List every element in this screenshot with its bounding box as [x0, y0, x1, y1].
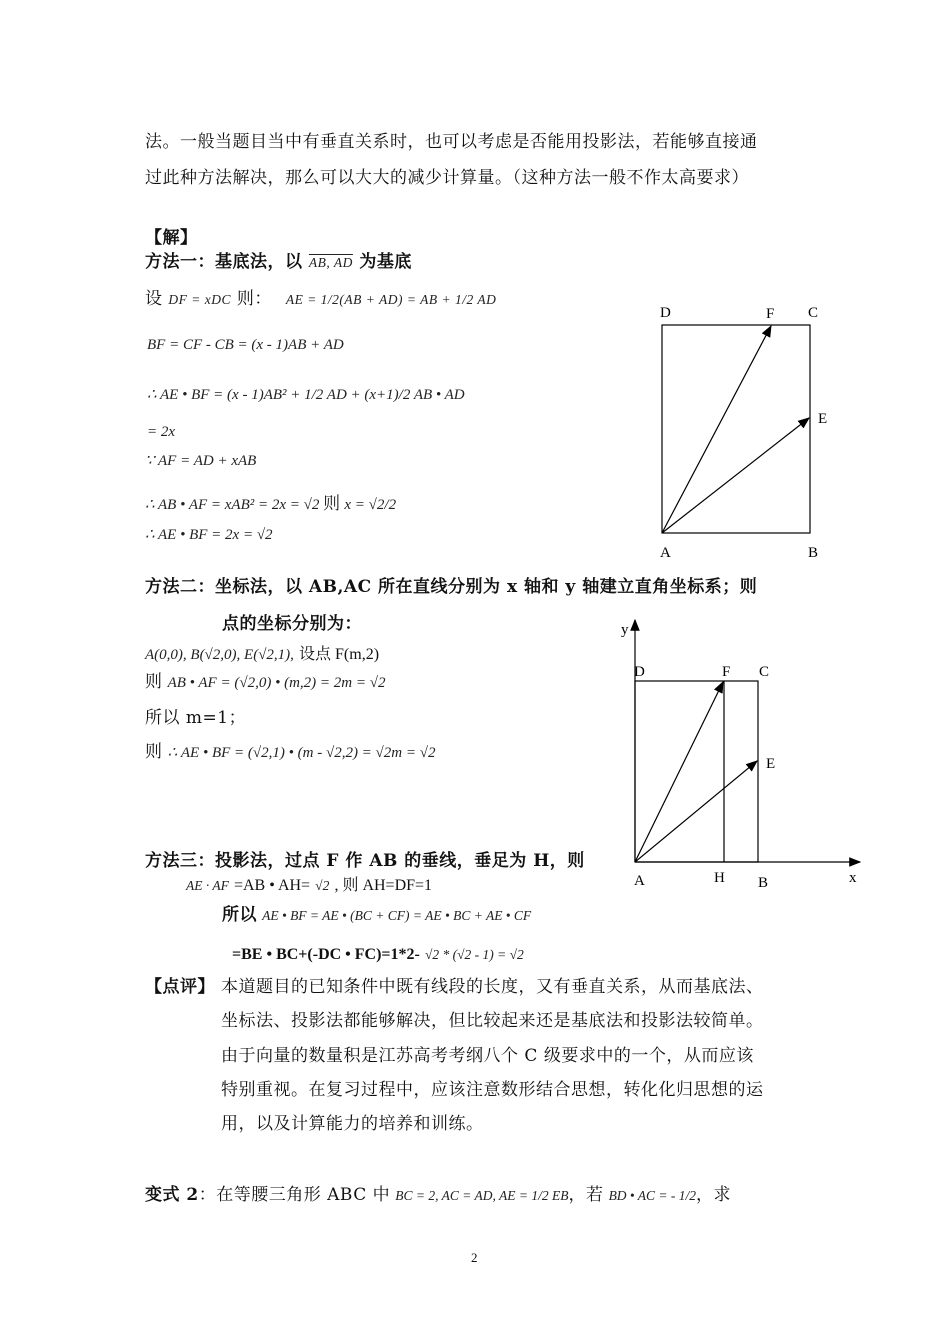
- fig2-label-h: H: [714, 870, 725, 886]
- method3-eq1-text: =AB • AH=: [233, 877, 311, 894]
- method2-so: 所以 m=1；: [145, 708, 247, 728]
- method3-so: 所以: [222, 905, 257, 925]
- method1-set-expr: DF = xDC: [168, 292, 232, 307]
- fig2-arrow-ae: [635, 761, 757, 862]
- method1-eq4: = 2x: [147, 424, 176, 440]
- fig2-label-e: E: [766, 756, 776, 772]
- method1-eq3: ∴ AE • BF = (x - 1)AB² + 1/2 AD + (x+1)/2 AB • AD: [147, 387, 465, 403]
- fig2-label-a: A: [634, 873, 645, 889]
- method3-eq2: AE • BF = AE • (BC + CF) = AE • BC + AE • CF: [262, 908, 532, 923]
- comment-line-4: 特别重视。在复习过程中，应该注意数形结合思想，转化化归思想的运: [221, 1080, 764, 1100]
- figure-coordinate-system: [610, 614, 875, 894]
- page-number: 2: [471, 1250, 478, 1265]
- method1-title-suffix: 为基底: [359, 252, 412, 272]
- method1-eq6: ∴ AB • AF = xAB² = 2x = √2: [145, 497, 320, 513]
- method3-eq2-line: [222, 900, 531, 925]
- fig1-label-c: C: [808, 305, 819, 321]
- fig2-label-y: y: [621, 622, 629, 638]
- method1-set-line: [145, 284, 496, 309]
- method2-eq2: ∴ AE • BF = (√2,1) • (m - √2,2) = √2m = √2: [167, 745, 436, 761]
- variant-tail: ，求: [696, 1185, 732, 1205]
- fig2-label-c: C: [759, 664, 770, 680]
- intro-line-1: 法。一般当题目当中有垂直关系时，也可以考虑是否能用投影法，若能够直接通: [145, 132, 758, 152]
- fig1-label-e: E: [818, 411, 828, 427]
- solution-heading: 【解】: [145, 228, 198, 248]
- method1-eq2: BF = CF - CB = (x - 1)AB + AD: [147, 337, 344, 353]
- method1-basis: AB, AD: [308, 255, 353, 270]
- method1-set-prefix: 设: [145, 289, 163, 309]
- method2-coords: A(0,0), B(√2,0), E(√2,1),: [145, 647, 294, 663]
- fig2-label-f: F: [722, 664, 731, 680]
- comment-line-2: 坐标法、投影法都能够解决，但比较起来还是基底法和投影法较简单。: [221, 1011, 764, 1031]
- method3-eq3-line: [232, 944, 524, 964]
- method2-set-f: 设点 F(m,2): [299, 646, 380, 663]
- fig2-label-d: D: [634, 664, 645, 680]
- method1-title-text: 方法一：基底法，以: [145, 252, 303, 272]
- variant-expr2: BD • AC = - 1/2: [608, 1188, 697, 1203]
- method2-then: 则: [145, 672, 163, 692]
- variant-cond: ，若: [568, 1185, 604, 1205]
- method2-title: 方法二：坐标法，以 AB,AC 所在直线分别为 x 轴和 y 轴建立直角坐标系；则: [145, 577, 758, 597]
- intro-line-2: 过此种方法解决，那么可以大大的减少计算量。（这种方法一般不作太高要求）: [145, 168, 749, 188]
- fig1-label-a: A: [660, 545, 671, 561]
- variant-line: [145, 1180, 731, 1205]
- fig1-arrow-ae: [662, 418, 809, 533]
- comment-line-5: 用，以及计算能力的培养和训练。: [221, 1114, 484, 1134]
- fig1-label-f: F: [766, 306, 775, 322]
- fig1-rect: [662, 325, 810, 533]
- method1-then: 则：: [236, 289, 272, 309]
- method3-title: 方法三：投影法，过点 F 作 AB 的垂线，垂足为 H，则: [145, 851, 585, 871]
- fig2-rect: [635, 681, 758, 862]
- method1-eq6-result: x = √2/2: [344, 497, 397, 513]
- method1-eq6-then: 则: [323, 494, 341, 513]
- fig1-arrow-af: [662, 326, 771, 533]
- method3-eq3-text: =BE • BC+(-DC • FC)=1*2-: [232, 946, 420, 963]
- variant-text: ：在等腰三角形 ABC 中: [198, 1185, 391, 1205]
- fig2-arrow-af: [635, 682, 723, 862]
- method2-eq2-line: [145, 737, 435, 762]
- method2-title-2: 点的坐标分别为：: [222, 614, 362, 634]
- method3-eq1-line: [186, 872, 432, 895]
- method2-coords-line: [145, 641, 379, 664]
- method2-eq2-then: 则: [145, 742, 163, 762]
- method1-eq5: ∵ AF = AD + xAB: [145, 453, 257, 469]
- figure-rectangle-basis: [650, 298, 840, 563]
- fig2-label-b: B: [758, 875, 769, 891]
- method3-eq1-tail: , 则 AH=DF=1: [334, 877, 433, 894]
- variant-label: 变式 2: [145, 1185, 199, 1205]
- method1-eq7: ∴ AE • BF = 2x = √2: [145, 527, 273, 543]
- method3-eq3-math: √2 * (√2 - 1) = √2: [424, 947, 524, 962]
- comment-line-3: 由于向量的数量积是江苏高考考纲八个 C 级要求中的一个，从而应该: [221, 1046, 754, 1066]
- method2-eq1-line: [145, 667, 385, 692]
- variant-expr: BC = 2, AC = AD, AE = 1/2 EB: [395, 1188, 569, 1203]
- method1-eq6-line: [145, 489, 396, 514]
- method1-eq1: AE = 1/2(AB + AD) = AB + 1/2 AD: [285, 292, 497, 307]
- method3-eq1-vec: AE · AF: [186, 878, 229, 893]
- method3-eq1-root: √2: [315, 878, 330, 893]
- comment-label: 【点评】: [145, 977, 215, 997]
- fig1-label-b: B: [808, 545, 819, 561]
- fig1-label-d: D: [660, 305, 671, 321]
- method2-eq1: AB • AF = (√2,0) • (m,2) = 2m = √2: [167, 675, 386, 691]
- method1-title: [145, 247, 412, 272]
- fig2-label-x: x: [849, 870, 857, 886]
- comment-line-1: 本道题目的已知条件中既有线段的长度，又有垂直关系，从而基底法、: [221, 977, 764, 997]
